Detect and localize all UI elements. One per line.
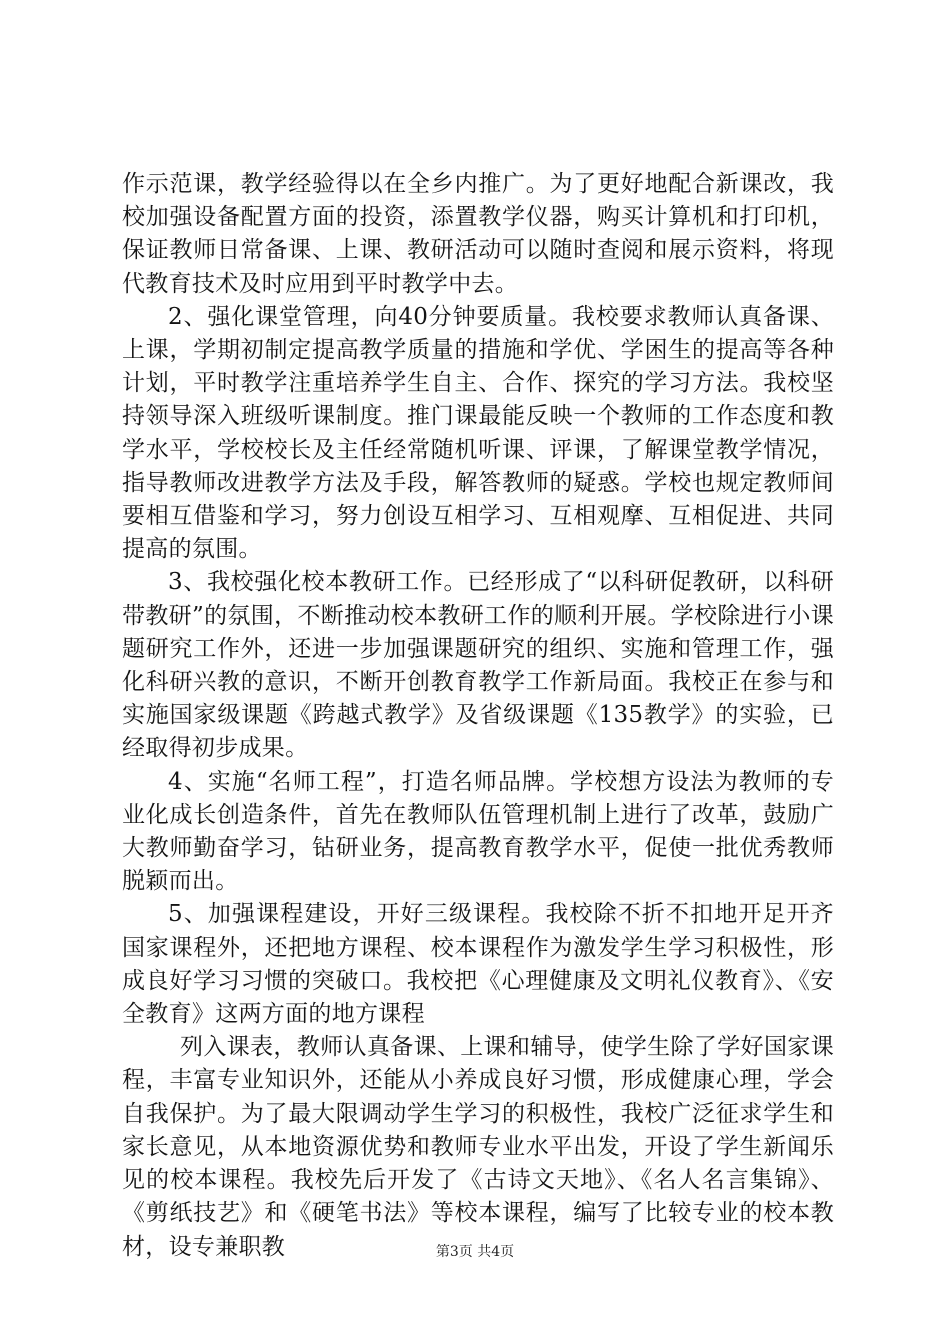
- paragraph-item-2: 2、强化课堂管理，向40分钟要质量。我校要求教师认真备课、上课，学期初制定提高教学质量的措施和学优、学困生的提高等各种计划，平时教学注重培养学生自主、合作、探究的学习方法。我校坚持领导深入班级听课制度。推门课最能反映一个教师的工作态度和教学水平，学校校长及主任经常随机听课、评课，了解课堂教学情况，指导教师改进教学方法及手段，解答教师的疑惑。学校也规定教师间要相互借鉴和学习，努力创设互相学习、互相观摩、互相促进、共同提高的氛围。: [122, 303, 834, 563]
- paragraph-item-5: 5、加强课程建设，开好三级课程。我校除不折不扣地开足开齐国家课程外，还把地方课程、校本课程作为激发学生学习积极性，形成良好学习习惯的突破口。我校把《心理健康及文明礼仪教育》、《安全教育》这两方面的地方课程: [122, 901, 834, 1028]
- paragraph-continuation: 作示范课，教学经验得以在全乡内推广。为了更好地配合新课改，我校加强设备配置方面的投资，添置教学仪器，购买计算机和打印机，保证教师日常备课、上课、教研活动可以随时查阅和展示资料，将现代教育技术及时应用到平时教学中去。: [122, 171, 834, 297]
- paragraph-item-4: 4、实施“名师工程”，打造名师品牌。学校想方设法为教师的专业化成长创造条件，首先在教师队伍管理机制上进行了改革，鼓励广大教师勤奋学习，钻研业务，提高教育教学水平，促使一批优秀教师脱颖而出。: [122, 768, 834, 895]
- page-number-footer: 第3页 共4页: [435, 1244, 515, 1260]
- paragraph-item-3: 3、我校强化校本教研工作。已经形成了“以科研促教研，以科研带教研”的氛围，不断推动校本教研工作的顺利开展。学校除进行小课题研究工作外，还进一步加强课题研究的组织、实施和管理工作，强化科研兴教的意识，不断开创教育教学工作新局面。我校正在参与和实施国家级课题《跨越式教学》及省级课题《135教学》的实验，已经取得初步成果。: [122, 569, 834, 762]
- paragraph-item-5-continued: 列入课表，教师认真备课、上课和辅导，使学生除了学好国家课程，丰富专业知识外，还能从小养成良好习惯，形成健康心理，学会自我保护。为了最大限调动学生学习的积极性，我校广泛征求学生和家长意见，从本地资源优势和教师专业水平出发，开设了学生新闻乐见的校本课程。我校先后开发了《古诗文天地》、《名人名言集锦》、《剪纸技艺》和《硬笔书法》等校本课程，编写了比较专业的校本教材，设专兼职教: [122, 1034, 834, 1260]
- document-body: [122, 168, 834, 1264]
